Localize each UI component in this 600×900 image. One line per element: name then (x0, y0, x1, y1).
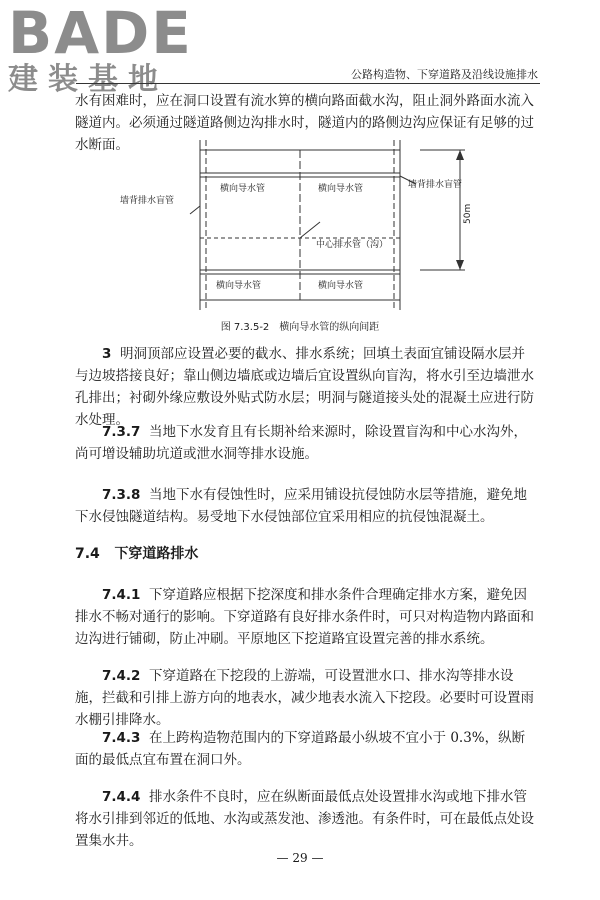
label-dimension: 50m (463, 203, 473, 224)
clause-7-3-7: 7.3.7 当地下水发育且有长期补给来源时，除设置盲沟和中心水沟外，尚可增设辅助坑道或泄水洞等排水设施。 (75, 424, 528, 462)
label-wall-right: 墙背排水盲管 (408, 180, 463, 190)
page-number: — 29 — (276, 851, 324, 865)
clause-7-4-2: 7.4.2 下穿道路在下挖段的上游端，可设置泄水口、排水沟等排水设施，拦截和引排上游方向的地表水，减少地表水流入下挖段。必要时可设置雨水棚引排降水。 (75, 668, 534, 728)
paragraph-3: 3 明洞顶部应设置必要的截水、排水系统；回填土表面宜铺设隔水层并与边坡搭接良好；靠山侧边墙底或边墙后宜设置纵向盲沟，将水引至边墙泄水孔排出；衬砌外缘应敷设外贴式防水层；明洞与隧道接头处的混凝土应进行防水处理。 (75, 346, 534, 428)
label-transverse-2: 横向导水管 (318, 184, 364, 194)
label-transverse-3: 横向导水管 (216, 281, 262, 291)
label-center: 中心排水管（沟） (316, 240, 389, 250)
header-rule (76, 83, 540, 84)
clause-7-4-3: 7.4.3 在上跨构造物范围内的下穿道路最小纵坡不宜小于 0.3%，纵断面的最低点宜布置在洞口外。 (75, 730, 526, 768)
figure-caption: 图 7.3.5-2 横向导水管的纵向间距 (220, 322, 380, 333)
running-header: 公路构造物、下穿道路及沿线设施排水 (351, 68, 538, 81)
clause-7-3-8: 7.3.8 当地下水有侵蚀性时，应采用铺设抗侵蚀防水层等措施，避免地下水侵蚀隧道结构。易受地下水侵蚀部位宜采用相应的抗侵蚀混凝土。 (75, 487, 528, 525)
dim-arrow-bottom (456, 260, 464, 270)
section-heading: 7.4 下穿道路排水 (75, 546, 199, 562)
drainage-figure (120, 140, 520, 310)
label-wall-left: 墙背排水盲管 (120, 196, 175, 206)
wall-left-leader (190, 206, 200, 214)
center-leader (300, 222, 320, 238)
logo-brand-sub: 建装基地 (8, 62, 168, 97)
label-transverse-1: 横向导水管 (220, 184, 266, 194)
logo-brand: BADE (8, 0, 193, 67)
clause-7-4-4: 7.4.4 排水条件不良时，应在纵断面最低点处设置排水沟或地下排水管将水引排到邻近的低地、水沟或蒸发池、渗透池。有条件时，可在最低点处设置集水井。 (75, 789, 534, 849)
intro-paragraph: 水有困难时，应在洞口设置有流水箅的横向路面截水沟，阻止洞外路面水流入隧道内。必须通过隧道路侧边沟排水时，隧道内的路侧边沟应保证有足够的过水断面。 (75, 93, 534, 153)
clause-7-4-1: 7.4.1 下穿道路应根据下挖深度和排水条件合理确定排水方案，避免因排水不畅对通行的影响。下穿道路有良好排水条件时，可只对构造物内路面和边沟进行铺砌，防止冲刷。平原地区下挖道路宜设置完善的排水系统。 (75, 587, 534, 647)
dim-arrow-top (456, 150, 464, 160)
label-transverse-4: 横向导水管 (318, 281, 364, 291)
